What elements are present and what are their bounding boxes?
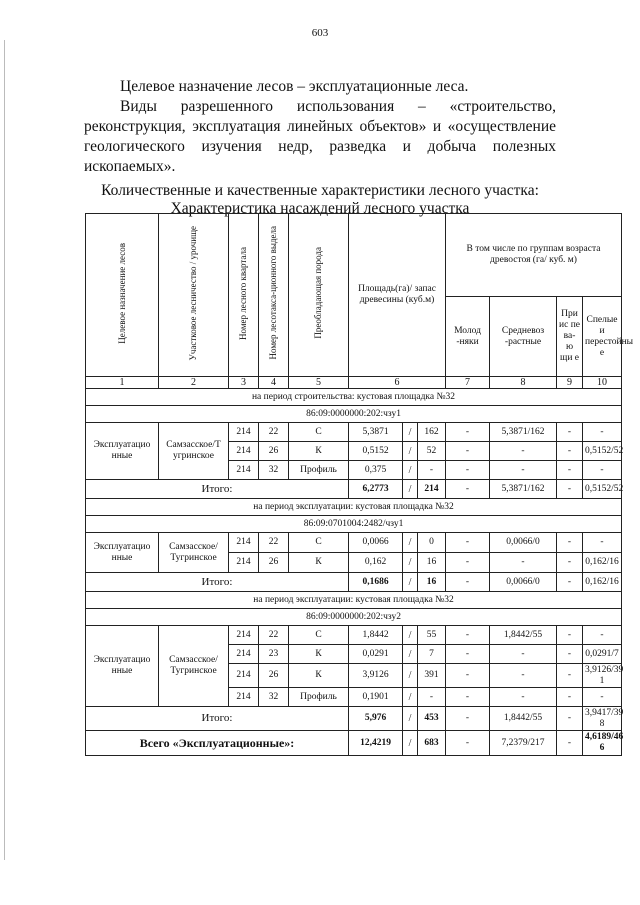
site-cell: Самзасское/ Тугринское bbox=[159, 533, 229, 573]
middle-cell: 5,3871/162 bbox=[490, 423, 557, 442]
total-row bbox=[86, 480, 622, 499]
grand-total-label: Всего «Эксплуатационные»: bbox=[86, 731, 349, 756]
total-area: 6,2773 bbox=[349, 480, 403, 499]
slash-cell: / bbox=[403, 461, 418, 480]
species-cell: К bbox=[289, 664, 349, 688]
middle-cell: 5,3871/162 bbox=[490, 480, 557, 499]
total-stock: 453 bbox=[418, 707, 446, 731]
mature-cell: - bbox=[583, 461, 622, 480]
middle-cell: - bbox=[490, 461, 557, 480]
header-area-site: Участковое лесничество / урочище bbox=[159, 214, 229, 377]
area-cell: 1,8442 bbox=[349, 626, 403, 645]
middle-cell: 7,2379/217 bbox=[490, 731, 557, 756]
mature-cell: 0,162/16 bbox=[583, 573, 622, 592]
quarter-cell: 214 bbox=[229, 553, 259, 573]
cadastral-row: 86:09:0000000:202:чзу2 bbox=[86, 609, 622, 626]
site-cell: Самзасское/Т угринское bbox=[159, 423, 229, 480]
young-cell: - bbox=[446, 423, 490, 442]
middle-cell: - bbox=[490, 688, 557, 707]
intro-text bbox=[84, 77, 556, 177]
premature-cell: - bbox=[557, 461, 583, 480]
stands-table bbox=[85, 213, 634, 756]
premature-cell: - bbox=[557, 664, 583, 688]
col-num: 8 bbox=[490, 377, 557, 389]
mature-cell: 0,162/16 bbox=[583, 553, 622, 573]
mature-cell: - bbox=[583, 688, 622, 707]
premature-cell: - bbox=[557, 688, 583, 707]
young-cell: - bbox=[446, 533, 490, 553]
vydel-cell: 32 bbox=[259, 688, 289, 707]
grand-total-stock: 683 bbox=[418, 731, 446, 756]
purpose-cell: Эксплуатацио нные bbox=[86, 533, 159, 573]
young-cell: - bbox=[446, 461, 490, 480]
middle-cell: - bbox=[490, 645, 557, 664]
col-num: 4 bbox=[259, 377, 289, 389]
total-row bbox=[86, 707, 622, 731]
stock-cell: 0 bbox=[418, 533, 446, 553]
area-cell: 0,0066 bbox=[349, 533, 403, 553]
header-vydel: Номер лесотакса-ционного выдела bbox=[259, 214, 289, 377]
area-cell: 0,5152 bbox=[349, 442, 403, 461]
period-row: на период строительства: кустовая площадка №32 bbox=[86, 389, 622, 406]
premature-cell: - bbox=[557, 573, 583, 592]
middle-cell: 0,0066/0 bbox=[490, 533, 557, 553]
total-label: Итого: bbox=[86, 707, 349, 731]
middle-cell: - bbox=[490, 664, 557, 688]
table-row bbox=[86, 626, 622, 645]
young-cell: - bbox=[446, 645, 490, 664]
col-num: 2 bbox=[159, 377, 229, 389]
quarter-cell: 214 bbox=[229, 423, 259, 442]
col-num: 6 bbox=[349, 377, 446, 389]
vydel-cell: 22 bbox=[259, 423, 289, 442]
vydel-cell: 23 bbox=[259, 645, 289, 664]
total-area: 0,1686 bbox=[349, 573, 403, 592]
young-cell: - bbox=[446, 731, 490, 756]
slash-cell: / bbox=[403, 533, 418, 553]
premature-cell: - bbox=[557, 707, 583, 731]
header-young: Молод -няки bbox=[446, 297, 490, 377]
total-label: Итого: bbox=[86, 480, 349, 499]
species-cell: К bbox=[289, 645, 349, 664]
permitted-use-paragraph: Виды разрешенного использования – «строительство, реконструкция, эксплуатация линейных объектов» и «осуществление геологического изучения недр, разведка и добыча полезных ископаемых». bbox=[84, 98, 556, 175]
mature-cell: - bbox=[583, 533, 622, 553]
mature-cell: 3,9417/39 8 bbox=[583, 707, 622, 731]
young-cell: - bbox=[446, 707, 490, 731]
purpose-cell: Эксплуатацио нные bbox=[86, 423, 159, 480]
stock-cell: 55 bbox=[418, 626, 446, 645]
vydel-cell: 26 bbox=[259, 553, 289, 573]
period-row: на период эксплуатации: кустовая площадка №32 bbox=[86, 592, 622, 609]
section-title: Количественные и качественные характеристики лесного участка: bbox=[101, 182, 539, 199]
quarter-cell: 214 bbox=[229, 645, 259, 664]
premature-cell: - bbox=[557, 731, 583, 756]
header-premature: При ис пе ва- ю щи е bbox=[557, 297, 583, 377]
site-cell: Самзасское/ Тугринское bbox=[159, 626, 229, 707]
premature-cell: - bbox=[557, 533, 583, 553]
table-row bbox=[86, 533, 622, 553]
header-purpose: Целевое назначение лесов bbox=[86, 214, 159, 377]
young-cell: - bbox=[446, 573, 490, 592]
scan-edge bbox=[4, 40, 5, 860]
species-cell: С bbox=[289, 423, 349, 442]
middle-cell: 1,8442/55 bbox=[490, 626, 557, 645]
slash-cell: / bbox=[403, 688, 418, 707]
total-stock: 214 bbox=[418, 480, 446, 499]
area-cell: 5,3871 bbox=[349, 423, 403, 442]
slash-cell: / bbox=[403, 423, 418, 442]
young-cell: - bbox=[446, 626, 490, 645]
middle-cell: - bbox=[490, 442, 557, 461]
young-cell: - bbox=[446, 480, 490, 499]
species-cell: Профиль bbox=[289, 461, 349, 480]
cadastral-row: 86:09:0701004:2482/чзу1 bbox=[86, 516, 622, 533]
stock-cell: - bbox=[418, 688, 446, 707]
mature-cell: - bbox=[583, 626, 622, 645]
mature-cell: 0,0291/7 bbox=[583, 645, 622, 664]
vydel-cell: 26 bbox=[259, 664, 289, 688]
col-num: 10 bbox=[583, 377, 622, 389]
vydel-cell: 32 bbox=[259, 461, 289, 480]
cadastral-row: 86:09:0000000:202:чзу1 bbox=[86, 406, 622, 423]
slash-cell: / bbox=[403, 645, 418, 664]
table-row bbox=[86, 423, 622, 442]
species-cell: К bbox=[289, 442, 349, 461]
premature-cell: - bbox=[557, 480, 583, 499]
quarter-cell: 214 bbox=[229, 442, 259, 461]
quarter-cell: 214 bbox=[229, 461, 259, 480]
young-cell: - bbox=[446, 442, 490, 461]
slash-cell: / bbox=[403, 664, 418, 688]
header-area-stock: Площадь(га)/ запас древесины (куб.м) bbox=[349, 214, 446, 377]
quarter-cell: 214 bbox=[229, 688, 259, 707]
purpose-cell: Эксплуатацио нные bbox=[86, 626, 159, 707]
quarter-cell: 214 bbox=[229, 664, 259, 688]
young-cell: - bbox=[446, 553, 490, 573]
col-num: 3 bbox=[229, 377, 259, 389]
grand-total-area: 12,4219 bbox=[349, 731, 403, 756]
total-stock: 16 bbox=[418, 573, 446, 592]
mature-cell: 0,5152/52 bbox=[583, 480, 622, 499]
col-num: 7 bbox=[446, 377, 490, 389]
quarter-cell: 214 bbox=[229, 626, 259, 645]
young-cell: - bbox=[446, 688, 490, 707]
col-num: 9 bbox=[557, 377, 583, 389]
species-cell: К bbox=[289, 553, 349, 573]
area-cell: 0,162 bbox=[349, 553, 403, 573]
stock-cell: 162 bbox=[418, 423, 446, 442]
slash-cell: / bbox=[403, 553, 418, 573]
vydel-cell: 26 bbox=[259, 442, 289, 461]
slash-cell: / bbox=[403, 626, 418, 645]
column-numbers-row bbox=[86, 377, 622, 389]
header-species: Преобладающая порода bbox=[289, 214, 349, 377]
area-cell: 0,375 bbox=[349, 461, 403, 480]
total-row bbox=[86, 573, 622, 592]
grand-total-row bbox=[86, 731, 622, 756]
slash-cell: / bbox=[403, 573, 418, 592]
forest-purpose-paragraph: Целевое назначение лесов – эксплуатационные леса. bbox=[120, 78, 469, 95]
period-row: на период эксплуатации: кустовая площадка №32 bbox=[86, 499, 622, 516]
slash-cell: / bbox=[403, 480, 418, 499]
area-cell: 0,0291 bbox=[349, 645, 403, 664]
species-cell: Профиль bbox=[289, 688, 349, 707]
area-cell: 3,9126 bbox=[349, 664, 403, 688]
col-num: 5 bbox=[289, 377, 349, 389]
stock-cell: 391 bbox=[418, 664, 446, 688]
slash-cell: / bbox=[403, 707, 418, 731]
total-area: 5,976 bbox=[349, 707, 403, 731]
middle-cell: 1,8442/55 bbox=[490, 707, 557, 731]
stock-cell: 52 bbox=[418, 442, 446, 461]
mature-cell: 0,5152/52 bbox=[583, 442, 622, 461]
slash-cell: / bbox=[403, 442, 418, 461]
premature-cell: - bbox=[557, 423, 583, 442]
mature-cell: 3,9126/39 1 bbox=[583, 664, 622, 688]
area-cell: 0,1901 bbox=[349, 688, 403, 707]
header-age-groups: В том числе по группам возраста древостоя (га/ куб. м) bbox=[446, 214, 622, 297]
premature-cell: - bbox=[557, 553, 583, 573]
col-num: 1 bbox=[86, 377, 159, 389]
vydel-cell: 22 bbox=[259, 533, 289, 553]
premature-cell: - bbox=[557, 645, 583, 664]
young-cell: - bbox=[446, 664, 490, 688]
stock-cell: 16 bbox=[418, 553, 446, 573]
mature-cell: - bbox=[583, 423, 622, 442]
premature-cell: - bbox=[557, 442, 583, 461]
header-quarter: Номер лесного квартала bbox=[229, 214, 259, 377]
middle-cell: - bbox=[490, 553, 557, 573]
species-cell: С bbox=[289, 533, 349, 553]
mature-cell: 4,6189/46 6 bbox=[583, 731, 622, 756]
stock-cell: - bbox=[418, 461, 446, 480]
middle-cell: 0,0066/0 bbox=[490, 573, 557, 592]
slash-cell: / bbox=[403, 731, 418, 756]
total-label: Итого: bbox=[86, 573, 349, 592]
quarter-cell: 214 bbox=[229, 533, 259, 553]
stock-cell: 7 bbox=[418, 645, 446, 664]
species-cell: С bbox=[289, 626, 349, 645]
page-number: 603 bbox=[311, 27, 329, 39]
header-mature: Спелые и перестойны е bbox=[583, 297, 622, 377]
table-title: Характеристика насаждений лесного участка bbox=[170, 200, 470, 217]
header-middle: Средневоз -растные bbox=[490, 297, 557, 377]
vydel-cell: 22 bbox=[259, 626, 289, 645]
premature-cell: - bbox=[557, 626, 583, 645]
